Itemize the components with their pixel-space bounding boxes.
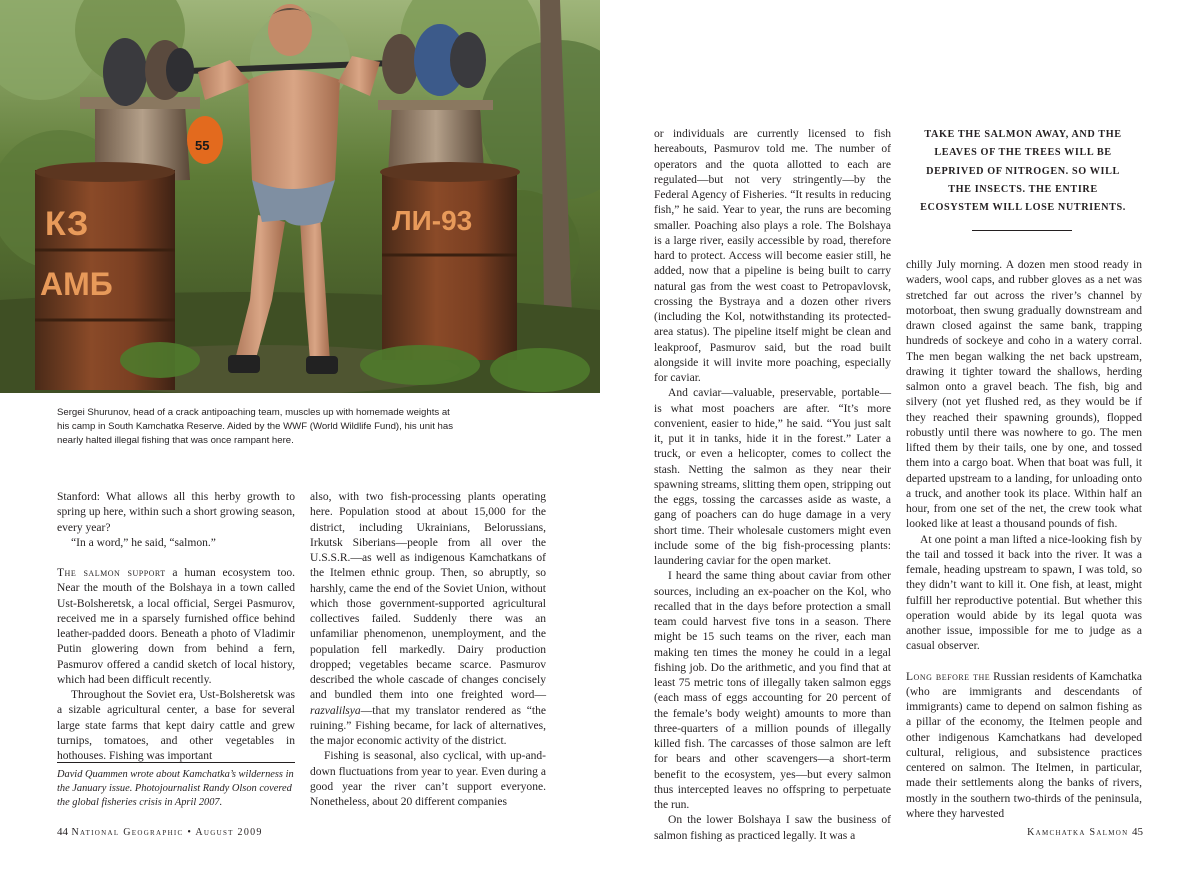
- paragraph: On the lower Bolshaya I saw the business of salmon fishing as practiced legally. It was a: [654, 814, 891, 842]
- paragraph: At one point a man lifted a nice-looking fish by the tail and tossed it back into the river. It was a female, heading upstream to spawn, I was told, so they didn’t want to kill it. One fish, at least, might fulfill her reproductive potential. But whether this operation would abide by its legal quota was another issue, impossible for me to judge as a casual observer.: [906, 533, 1142, 653]
- paragraph: Fishing is seasonal, also cyclical, with up-and-down fluctuations from year to year. Even during a good year the river can’t support everyone. Nonetheless, about 20 different companies: [310, 750, 546, 808]
- paragraph: [57, 566, 295, 688]
- section-lead-in: The salmon support: [57, 567, 166, 579]
- photo-weightlifter: [0, 0, 600, 393]
- paragraph: I heard the same thing about caviar from other sources, including an ex-poacher on the Kol, who recalled that in the days before protection a small team could harvest five tons in a season. There might be 15 such teams on the river, each man making ten times the money he could in a legal fishing job. Do the arithmetic, and you find that at least 75 metric tons of illegally taken salmon eggs (each mass of eggs accounting for 20 percent of the female’s body weight) amounts to more than three-quarters of a million pounds of illegally killed fish. The carcasses of those salmon are left for bears and other scavengers—a short-term benefit to the ecosystem, yes—but every salmon thus intercepted leaves no offspring to perpetuate the run.: [654, 570, 891, 811]
- barrel-left-label-1: КЗ: [45, 205, 89, 243]
- italic-term: razvalilsya: [310, 704, 361, 717]
- paragraph: [906, 670, 1142, 823]
- barrel-right-label: ЛИ-93: [392, 205, 473, 236]
- left-column-1: [57, 490, 295, 764]
- page-number: 44: [57, 826, 68, 838]
- credit-divider: [57, 762, 295, 763]
- folio-left: [57, 826, 263, 838]
- barrel-left-label-2: АМБ: [40, 266, 113, 302]
- paragraph: And caviar—valuable, preservable, portable—is what most poachers are after. “It’s more convenient, easier to hide,” he said. “You just salt it, put it in tanks, hide it in the forest.” Later a truck, or even a helicopter, comes to collect the stash. Netting the salmon as they near their spawning streams, slitting them open, stripping out the eggs, tossing the carcasses aside as waste, a gang of poachers can do huge damage in a very short time. Their wholesale customers might even include some of the big fish-processing plants: laundering caviar for the open market.: [654, 387, 891, 567]
- right-column-2: [906, 258, 1142, 822]
- paragraph-text: Russian residents of Kamchatka (who are immigrants and descendants of immigrants) came to depend on salmon fishing as a pillar of the economy, the Itelmen people and other indigenous Kamchatkans had developed cultural, religious, and subsistence practices centered on salmon. The Itelmen, in particular, made their settlements along the banks of rivers, mostly in the southern two-thirds of the peninsula, where they harvested: [906, 670, 1142, 820]
- right-page: [600, 0, 1200, 873]
- author-credit: David Quammen wrote about Kamchatka’s wilderness in the January issue. Photojournalist Randy Olson covered the global fisheries crisis in April 2007.: [57, 769, 294, 809]
- paragraph-text: a human ecosystem too. Near the mouth of the Bolshaya in a town called Ust-Bolsheretsk, a local official, Sergei Pasmurov, received me in a sparsely furnished office behind leather-padded doors. Beneath a photo of Vladimir Putin glowering down from behind a fern, Pasmurov offered a candid sketch of local history, which had been difficult recently.: [57, 567, 296, 686]
- buoy-label: 55: [195, 138, 210, 153]
- right-column-1: [654, 127, 891, 844]
- running-foot: Kamchatka Salmon: [1027, 827, 1129, 838]
- running-foot: National Geographic • August 2009: [71, 827, 263, 838]
- page-number: 45: [1132, 826, 1143, 838]
- paragraph: Throughout the Soviet era, Ust-Bolsheretsk was a sizable agricultural center, a base for several large state farms that kept dairy cattle and grew turnips, tomatoes, and other vegetables in hothouses. Fishing was important: [57, 689, 295, 762]
- paragraph-text: —that my translator rendered as “the ruining.” Fishing became, for lack of alternatives, the major economic activity of the district.: [310, 704, 546, 747]
- paragraph: [310, 490, 546, 749]
- paragraph: chilly July morning. A dozen men stood ready in waders, wool caps, and rubber gloves as a net was stretched far out across the river’s channel by motorboat, then swung gradually downstream and drawn closed against the same bank, trapping hundreds of sockeye and coho in a watery corral. The men began walking the net back upstream, drawing it tighter toward the shallows, herding salmon onto a gravel beach. The fish, big and silvery (not yet flushed red, as they would be if they reached their spawning grounds), flopped robustly until there was nowhere to go. The men lifted them by their tails, one by one, and tossed them into a cargo boat. When that boat was full, it departed upstream to a landing, for unloading onto a truck, and another took its place. Within half an hour, from one set of the net, the crew took what looked like at least a thousand pounds of fish.: [906, 259, 1142, 531]
- paragraph: Stanford: What allows all this herby growth to spring up here, within such a short growing season, every year?: [57, 491, 295, 534]
- paragraph: “In a word,” he said, “salmon.”: [71, 536, 216, 549]
- photo-caption: Sergei Shurunov, head of a crack antipoaching team, muscles up with homemade weights at his camp in South Kamchatka Reserve. Aided by the WWF (World Wildlife Fund), his unit has nearly halted illegal fishing that was once rampant here.: [57, 407, 453, 446]
- section-lead-in: Long before the: [906, 670, 991, 683]
- paragraph: or individuals are currently licensed to fish hereabouts, Pasmurov told me. The number of operators and the quota allotted to each are regulated—but not very stringently—by the Federal Agency of Fisheries. “It results in reducing fish,” he said. Year to year, the runs are becoming smaller. Poaching also plays a role. The Bolshaya is a large river, easily accessible by road, therefore hard to protect. Access will become easier still, he added, now that a pipeline is being built to carry natural gas from the west coast to Petropavlovsk, crossing the Bystraya and a dozen other rivers (including the Kol, notwithstanding its protected-area status). The pipeline itself might be clean and leakproof, Pasmurov said, but the road built alongside it will invite more poaching, especially for caviar.: [654, 128, 891, 384]
- pull-quote-rule: [972, 230, 1072, 231]
- pull-quote: TAKE THE SALMON AWAY, AND THE LEAVES OF THE TREES WILL BE DEPRIVED OF NITROGEN. SO WILL THE INSECTS. THE ENTIRE ECOSYSTEM WILL LOSE NUTRIENTS.: [920, 129, 1126, 214]
- left-column-2: [310, 490, 546, 810]
- folio-right: [1027, 826, 1143, 838]
- paragraph-text: also, with two fish-processing plants operating here. Population stood at about 15,000 for the district, including Ukrainians, Belorussians, Irkutsk Siberians—people from all over the U.S.S.R.—as well as indigenous Kamchatkans of the Itelmen ethnic group. Then, so abruptly, so harshly, came the end of the Soviet Union, without which those government-supported agricultural collectives failed. Suddenly there was an unfamiliar phenomenon, unemployment, and the population fell markedly. Dairy production dropped; vegetables became scarce. Pasmurov described the whole cascade of changes concisely and bundled them into one freighted word—: [310, 491, 546, 702]
